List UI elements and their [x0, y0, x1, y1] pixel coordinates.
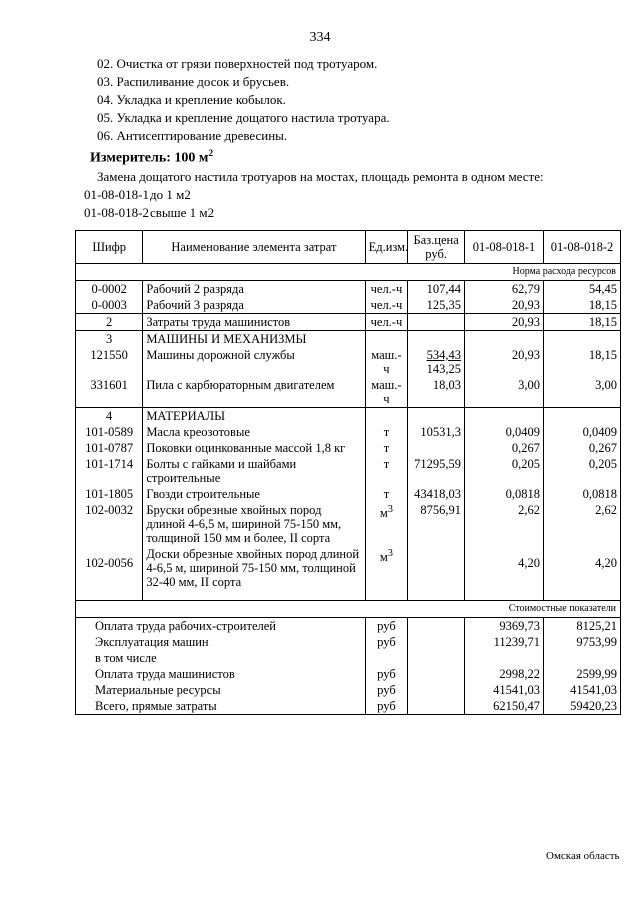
- header-col2: 01-08-018-2: [544, 231, 621, 264]
- cost-name: Материальные ресурсы: [76, 682, 366, 698]
- row-value-2: 2,62: [544, 502, 621, 546]
- cost-value-1: 41541,03: [464, 682, 543, 698]
- row-price: 71295,59: [408, 456, 465, 486]
- row-price: 125,35: [408, 297, 465, 314]
- cost-value-2: 8125,21: [544, 618, 621, 635]
- norm-label-row: [76, 264, 621, 281]
- section-code: 3: [76, 331, 143, 348]
- row-code: 121550: [76, 347, 143, 377]
- row-value-1: 3,00: [464, 377, 543, 408]
- row-price-main: 534,43: [426, 348, 461, 362]
- row-value-2: 3,00: [544, 377, 621, 408]
- codes-list: [84, 186, 214, 222]
- cost-row: [76, 650, 621, 666]
- row-price: [408, 347, 465, 377]
- cost-row: [76, 682, 621, 698]
- row-value-2: 4,20: [544, 546, 621, 590]
- cost-name: Эксплуатация машин: [76, 634, 366, 650]
- row-price: [408, 546, 465, 590]
- row-name: Затраты труда машинистов: [143, 314, 365, 331]
- row-price-secondary: 143,25: [426, 362, 461, 376]
- intro-text: Замена дощатого настила тротуаров на мостах, площадь ремонта в одном месте:: [97, 169, 544, 184]
- cost-value-2: [544, 650, 621, 666]
- header-name: Наименование элемента затрат: [143, 231, 365, 264]
- row-unit: т: [365, 440, 408, 456]
- cost-value-2: 2599,99: [544, 666, 621, 682]
- row-code: 331601: [76, 377, 143, 408]
- row-name: Поковки оцинкованные массой 1,8 кг: [143, 440, 365, 456]
- operations-list: [97, 55, 390, 145]
- cost-label: Стоимостные показатели: [76, 601, 621, 618]
- row-name: Бруски обрезные хвойных пород длиной 4-6,5 м, шириной 75-150 мм, толщиной 150 мм и более, II сорта: [143, 502, 365, 546]
- cost-unit: руб: [365, 698, 408, 715]
- table-row: [76, 314, 621, 331]
- row-value-2: 0,0409: [544, 424, 621, 440]
- cost-name: Всего, прямые затраты: [76, 698, 366, 715]
- row-price: 107,44: [408, 281, 465, 298]
- row-value-2: 18,15: [544, 297, 621, 314]
- section-title: МАТЕРИАЛЫ: [143, 408, 365, 425]
- row-unit: [365, 502, 408, 546]
- table-row: [76, 297, 621, 314]
- row-code: 101-1805: [76, 486, 143, 502]
- header-cipher: Шифр: [76, 231, 143, 264]
- row-unit: маш.-ч: [365, 377, 408, 408]
- row-name: Масла креозотовые: [143, 424, 365, 440]
- cost-value-1: 62150,47: [464, 698, 543, 715]
- row-name: Пила с карбюраторным двигателем: [143, 377, 365, 408]
- table-row: [76, 377, 621, 408]
- row-code: 102-0032: [76, 502, 143, 546]
- table-row: [76, 502, 621, 546]
- table-header-row: [76, 231, 621, 264]
- row-value-2: 18,15: [544, 347, 621, 377]
- cost-unit: [365, 650, 408, 666]
- unit-sup: 3: [387, 548, 393, 559]
- header-unit: Ед.изм.: [365, 231, 408, 264]
- measure-label: Измеритель: 100 м: [90, 150, 209, 166]
- row-price: [408, 314, 465, 331]
- table-row: [76, 440, 621, 456]
- cost-value-1: 11239,71: [464, 634, 543, 650]
- code-id: 01-08-018-2: [84, 205, 149, 220]
- cost-unit: руб: [365, 682, 408, 698]
- row-name: Болты с гайками и шайбами строительные: [143, 456, 365, 486]
- row-name: Рабочий 2 разряда: [143, 281, 365, 298]
- row-code: 101-1714: [76, 456, 143, 486]
- row-unit: чел.-ч: [365, 297, 408, 314]
- row-value-1: 0,205: [464, 456, 543, 486]
- row-unit: чел.-ч: [365, 314, 408, 331]
- operation-item: 04. Укладка и крепление кобылок.: [97, 92, 286, 107]
- row-value-1: 0,267: [464, 440, 543, 456]
- page-number: 334: [309, 30, 331, 45]
- cost-row: [76, 666, 621, 682]
- section-row-materials: [76, 408, 621, 425]
- header-col1: 01-08-018-1: [464, 231, 543, 264]
- table-row: [76, 424, 621, 440]
- cost-value-1: 2998,22: [464, 666, 543, 682]
- row-unit: т: [365, 424, 408, 440]
- row-value-1: 4,20: [464, 546, 543, 590]
- row-unit: [365, 546, 408, 590]
- row-value-2: 54,45: [544, 281, 621, 298]
- row-unit: т: [365, 486, 408, 502]
- row-value-2: 18,15: [544, 314, 621, 331]
- row-code: 2: [76, 314, 143, 331]
- row-code: 0-0003: [76, 297, 143, 314]
- cost-unit: руб: [365, 634, 408, 650]
- cost-name: Оплата труда машинистов: [76, 666, 366, 682]
- row-value-1: 62,79: [464, 281, 543, 298]
- row-value-1: 20,93: [464, 297, 543, 314]
- row-code: 102-0056: [76, 546, 143, 590]
- cost-name: в том числе: [76, 650, 366, 666]
- row-code: 101-0589: [76, 424, 143, 440]
- row-unit: чел.-ч: [365, 281, 408, 298]
- row-name: Гвозди строительные: [143, 486, 365, 502]
- row-price: 18,03: [408, 377, 465, 408]
- code-desc: свыше 1 м2: [150, 205, 215, 220]
- row-name: Рабочий 3 разряда: [143, 297, 365, 314]
- table-row: [76, 456, 621, 486]
- table-row: [76, 281, 621, 298]
- row-value-2: 0,267: [544, 440, 621, 456]
- operation-item: 03. Распиливание досок и брусьев.: [97, 74, 290, 89]
- row-code: 101-0787: [76, 440, 143, 456]
- measure-sup: 2: [208, 148, 213, 158]
- cost-label-row: [76, 601, 621, 618]
- cost-value-2: 9753,99: [544, 634, 621, 650]
- row-value-1: 0,0818: [464, 486, 543, 502]
- cost-row: [76, 618, 621, 635]
- row-value-1: 20,93: [464, 347, 543, 377]
- row-price: 43418,03: [408, 486, 465, 502]
- cost-value-2: 59420,23: [544, 698, 621, 715]
- row-value-2: 0,205: [544, 456, 621, 486]
- cost-row: [76, 634, 621, 650]
- row-price: 10531,3: [408, 424, 465, 440]
- table-row: [76, 347, 621, 377]
- row-price: [408, 440, 465, 456]
- row-value-1: 20,93: [464, 314, 543, 331]
- unit-sup: 3: [387, 504, 393, 515]
- cost-name: Оплата труда рабочих-строителей: [76, 618, 366, 635]
- measure-heading: [90, 148, 213, 167]
- row-value-1: 2,62: [464, 502, 543, 546]
- code-line: [84, 186, 214, 204]
- cost-value-1: 9369,73: [464, 618, 543, 635]
- unit-text: м: [379, 506, 388, 521]
- cost-row: [76, 698, 621, 715]
- row-unit: т: [365, 456, 408, 486]
- unit-text: м: [379, 550, 388, 565]
- table-row: [76, 546, 621, 590]
- section-title: МАШИНЫ И МЕХАНИЗМЫ: [143, 331, 365, 348]
- section-row-machines: [76, 331, 621, 348]
- operation-item: 02. Очистка от грязи поверхностей под тротуаром.: [97, 56, 378, 71]
- cost-value-2: 41541,03: [544, 682, 621, 698]
- operation-item: 05. Укладка и крепление дощатого настила тротуара.: [97, 110, 390, 125]
- cost-unit: руб: [365, 666, 408, 682]
- row-name: Машины дорожной службы: [143, 347, 365, 377]
- resource-table: [75, 230, 621, 715]
- row-name: Доски обрезные хвойных пород длиной 4-6,5 м, шириной 75-150 мм, толщиной 32-40 мм, II сорта: [143, 546, 365, 590]
- section-code: 4: [76, 408, 143, 425]
- code-id: 01-08-018-1: [84, 187, 149, 202]
- cost-unit: руб: [365, 618, 408, 635]
- cost-value-1: [464, 650, 543, 666]
- row-unit: маш.-ч: [365, 347, 408, 377]
- code-line: [84, 204, 214, 222]
- operation-item: 06. Антисептирование древесины.: [97, 128, 288, 143]
- row-code: 0-0002: [76, 281, 143, 298]
- row-value-1: 0,0409: [464, 424, 543, 440]
- norm-label: Норма расхода ресурсов: [76, 264, 621, 281]
- row-value-2: 0,0818: [544, 486, 621, 502]
- row-price: 8756,91: [408, 502, 465, 546]
- header-price: Баз.цена руб.: [408, 231, 465, 264]
- table-row: [76, 486, 621, 502]
- code-desc: до 1 м2: [150, 187, 191, 202]
- region-footer: Омская область: [546, 850, 620, 862]
